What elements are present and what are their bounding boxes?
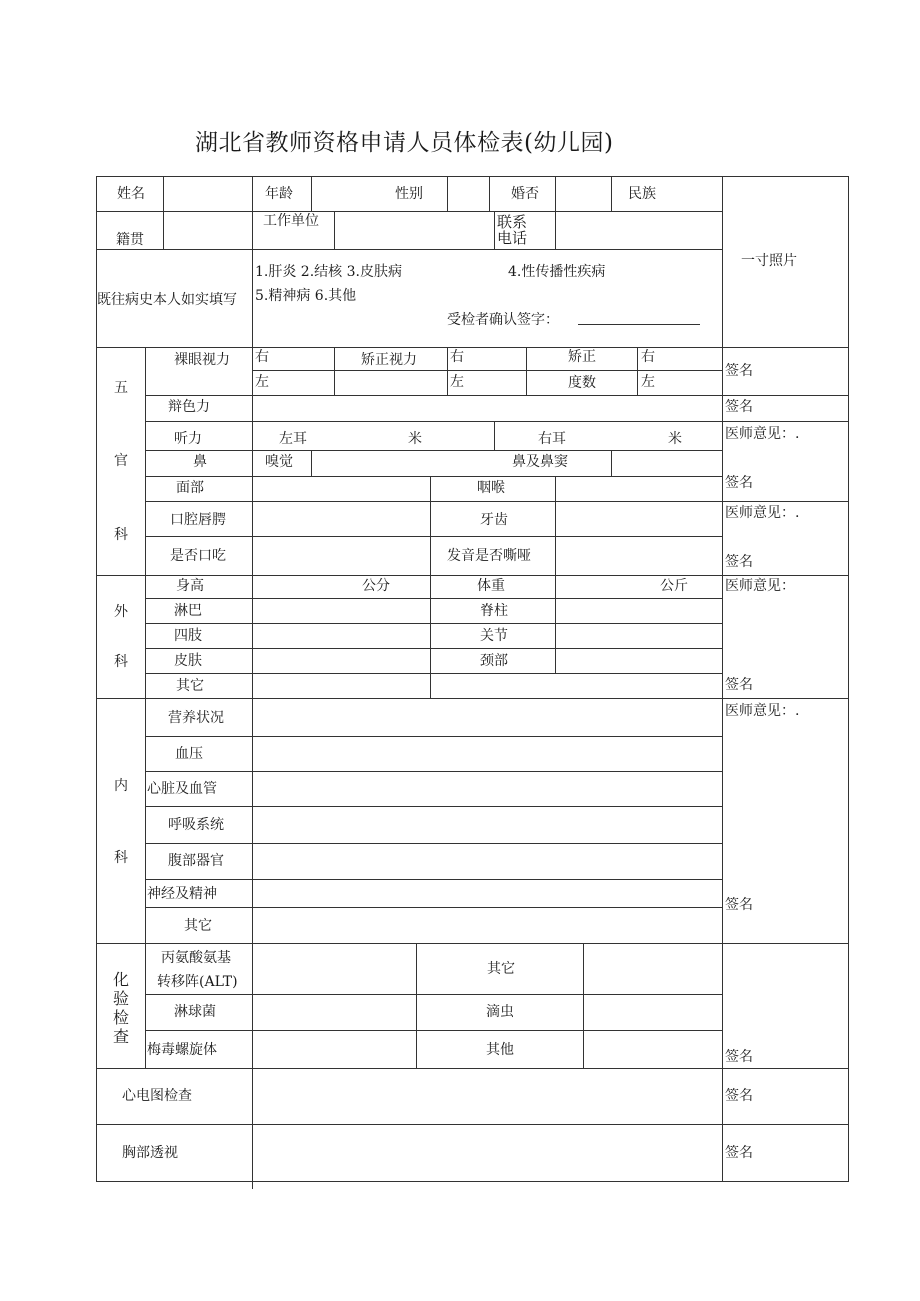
degree-right: 右: [641, 349, 655, 365]
label-sinus: 鼻及鼻窦: [512, 454, 568, 470]
label-abdomen: 腹部器官: [168, 853, 224, 869]
label-lymph: 淋巴: [174, 603, 202, 619]
section-wuguan-2: 官: [114, 453, 128, 469]
label-internal-other: 其它: [184, 918, 212, 934]
sign-ecg: 签名: [725, 1088, 753, 1104]
label-gonorrhea: 淋球菌: [174, 1004, 216, 1020]
sign-color: 签名: [725, 399, 753, 415]
label-spine: 脊柱: [480, 603, 508, 619]
label-alt-1: 丙氨酸氨基: [161, 950, 231, 966]
label-throat: 咽喉: [477, 480, 505, 496]
section-waike-2: 科: [114, 654, 128, 670]
label-nutrition: 营养状况: [168, 710, 224, 726]
label-corrected-vision: 矫正视力: [361, 352, 417, 368]
label-ecg: 心电图检查: [122, 1088, 192, 1104]
vision-right: 右: [255, 349, 269, 365]
doctor-opinion-ent-2: 医师意见：.: [725, 505, 800, 521]
label-skin: 皮肤: [174, 653, 202, 669]
label-height: 身高: [176, 578, 204, 594]
section-wuguan-3: 科: [114, 527, 128, 543]
section-lab-tests: 化验检查: [112, 970, 129, 1046]
sign-lab: 签名: [725, 1049, 753, 1065]
sign-chest: 签名: [725, 1145, 753, 1161]
label-correction-degree-2: 度数: [568, 375, 596, 391]
left-ear-unit: 米: [408, 431, 422, 447]
photo-placeholder: 一寸照片: [741, 253, 797, 269]
sign-vision: 签名: [725, 363, 753, 379]
label-left-ear: 左耳: [279, 431, 307, 447]
label-origin: 籍贯: [116, 232, 144, 248]
doctor-opinion-ent-1: 医师意见：.: [725, 426, 800, 442]
label-correction-degree-1: 矫正: [568, 349, 596, 365]
label-stutter: 是否口吃: [170, 548, 226, 564]
label-name: 姓名: [117, 186, 145, 202]
history-options-1: 1.肝炎 2.结核 3.皮肤病: [255, 264, 402, 280]
label-mouth: 口腔唇腭: [170, 512, 226, 528]
label-phone: 联系电话: [497, 213, 528, 247]
label-teeth: 牙齿: [480, 512, 508, 528]
label-lab-other-2: 其他: [486, 1042, 514, 1058]
corrected-left: 左: [450, 374, 464, 390]
degree-left: 左: [641, 374, 655, 390]
right-ear-unit: 米: [668, 431, 682, 447]
label-lab-other-1: 其它: [487, 961, 515, 977]
label-hoarse: 发音是否嘶哑: [447, 548, 531, 564]
corrected-right: 右: [450, 349, 464, 365]
label-respiratory: 呼吸系统: [168, 817, 224, 833]
label-weight: 体重: [477, 578, 505, 594]
sign-internal: 签名: [725, 897, 753, 913]
label-naked-vision: 裸眼视力: [174, 352, 230, 368]
vision-left: 左: [255, 374, 269, 390]
section-waike-1: 外: [114, 604, 128, 620]
label-heart: 心脏及血管: [147, 781, 217, 797]
label-nose: 鼻: [193, 454, 207, 470]
label-surgery-other: 其它: [176, 678, 204, 694]
weight-unit: 公斤: [660, 578, 688, 594]
sign-surgery: 签名: [725, 677, 753, 693]
section-neike-1: 内: [114, 778, 128, 794]
label-neck: 颈部: [480, 653, 508, 669]
label-employer: 工作单位: [263, 213, 319, 229]
label-blood-pressure: 血压: [175, 746, 203, 762]
label-face: 面部: [176, 480, 204, 496]
height-unit: 公分: [362, 578, 390, 594]
label-syphilis: 梅毒螺旋体: [147, 1042, 217, 1058]
label-neuro: 神经及精神: [147, 886, 217, 902]
label-marital: 婚否: [511, 186, 539, 202]
label-right-ear: 右耳: [538, 431, 566, 447]
section-wuguan-1: 五: [114, 380, 128, 396]
history-options-1b: 4.性传播性疾病: [508, 264, 606, 280]
label-hearing: 听力: [174, 431, 202, 447]
doctor-opinion-internal: 医师意见：.: [725, 703, 800, 719]
label-trichomonas: 滴虫: [486, 1004, 514, 1020]
section-neike-2: 科: [114, 850, 128, 866]
signature-line[interactable]: [578, 324, 700, 325]
doctor-opinion-surgery: 医师意见：: [725, 578, 795, 594]
form-title: 湖北省教师资格申请人员体检表(幼儿园): [195, 130, 614, 156]
label-alt-2: 转移阵(ALT): [157, 974, 238, 990]
label-joints: 关节: [480, 628, 508, 644]
label-ethnicity: 民族: [628, 186, 656, 202]
examinee-confirm-label: 受检者确认签字：: [447, 312, 559, 328]
sign-ent-2: 签名: [725, 554, 753, 570]
label-chest-xray: 胸部透视: [122, 1145, 178, 1161]
label-age: 年龄: [265, 186, 293, 202]
label-gender: 性别: [395, 186, 423, 202]
sign-ent-1: 签名: [725, 475, 753, 491]
label-color-vision: 辩色力: [168, 399, 210, 415]
label-smell: 嗅觉: [265, 454, 293, 470]
label-limbs: 四肢: [174, 628, 202, 644]
history-options-2: 5.精神病 6.其他: [255, 288, 357, 304]
label-medical-history: 既往病史本人如实填写: [97, 292, 237, 308]
